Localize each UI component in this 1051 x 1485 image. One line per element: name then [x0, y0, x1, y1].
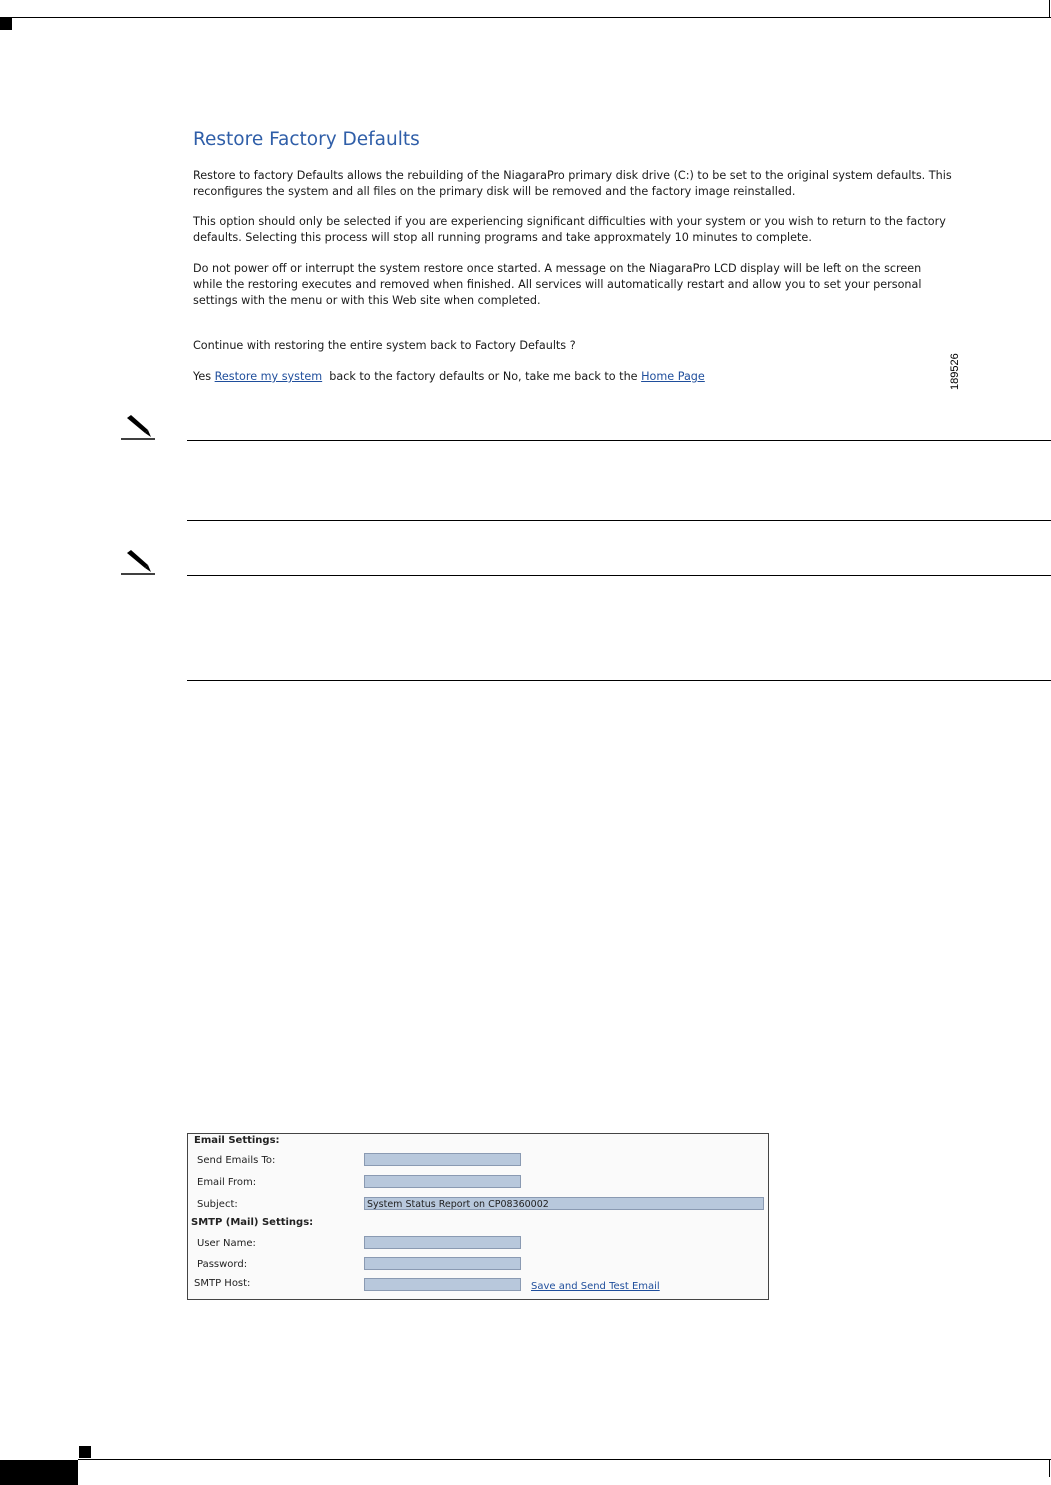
subject-field[interactable]: System Status Report on CP08360002 — [364, 1197, 764, 1210]
password-field[interactable] — [364, 1257, 521, 1270]
user-name-label: User Name: — [197, 1238, 256, 1249]
restore-paragraph-1: Restore to factory Defaults allows the rebuilding of the NiagaraPro primary disk drive (C:) to be set to the original system defaults. This reconfigures the system and all files on the primary disk will be removed and the factory image reinstalled. — [193, 169, 952, 198]
email-settings-header: Email Settings: — [194, 1135, 280, 1146]
restore-paragraph-3: Do not power off or interrupt the system restore once started. A message on the NiagaraPro LCD display will be left on the screen while the restoring executes and removed when finished. All services will automatically restart and allow you to set your personal settings with the menu or with this Web site when completed. — [193, 262, 922, 307]
note-rule-top — [187, 440, 1051, 441]
note-rule-top — [187, 575, 1051, 576]
restore-title: Restore Factory Defaults — [193, 129, 420, 150]
note-pencil-icon — [121, 549, 155, 575]
restore-answer-line — [193, 370, 705, 383]
figure-id: 189526 — [949, 353, 961, 390]
smtp-settings-header: SMTP (Mail) Settings: — [191, 1217, 314, 1228]
home-page-link[interactable]: Home Page — [641, 370, 705, 383]
footer-rule — [78, 1459, 1051, 1460]
send-emails-to-field[interactable] — [364, 1153, 521, 1166]
email-from-field[interactable] — [364, 1175, 521, 1188]
save-and-send-test-email-link[interactable]: Save and Send Test Email — [531, 1281, 660, 1292]
subject-label: Subject: — [197, 1199, 238, 1210]
note-pencil-icon — [121, 414, 155, 440]
email-from-label: Email From: — [197, 1177, 257, 1188]
smtp-host-label: SMTP Host: — [194, 1278, 251, 1289]
password-label: Password: — [197, 1259, 248, 1270]
user-name-field[interactable] — [364, 1236, 521, 1249]
note-rule-bottom — [187, 680, 1051, 681]
header-tick — [1049, 0, 1050, 18]
header-rule — [0, 17, 1051, 18]
answer-yes-text: Yes — [193, 370, 212, 383]
note-rule-bottom — [187, 520, 1051, 521]
send-emails-to-label: Send Emails To: — [197, 1155, 276, 1166]
email-settings-panel — [187, 1133, 769, 1300]
footer-page-tab — [0, 1460, 78, 1485]
smtp-host-field[interactable] — [364, 1278, 521, 1291]
restore-paragraph-2: This option should only be selected if you are experiencing significant difficulties with your system or you wish to return to the factory defaults. Selecting this process will stop all running programs and take approxmately 10 minutes to complete. — [193, 215, 946, 244]
restore-question: Continue with restoring the entire system back to Factory Defaults ? — [193, 339, 576, 352]
restore-my-system-link[interactable]: Restore my system — [214, 370, 323, 383]
footer-tick — [1049, 1459, 1050, 1477]
answer-middle-text: back to the factory defaults or No, take me back to the — [329, 370, 638, 383]
footer-marker — [79, 1446, 91, 1458]
header-marker — [0, 18, 12, 30]
